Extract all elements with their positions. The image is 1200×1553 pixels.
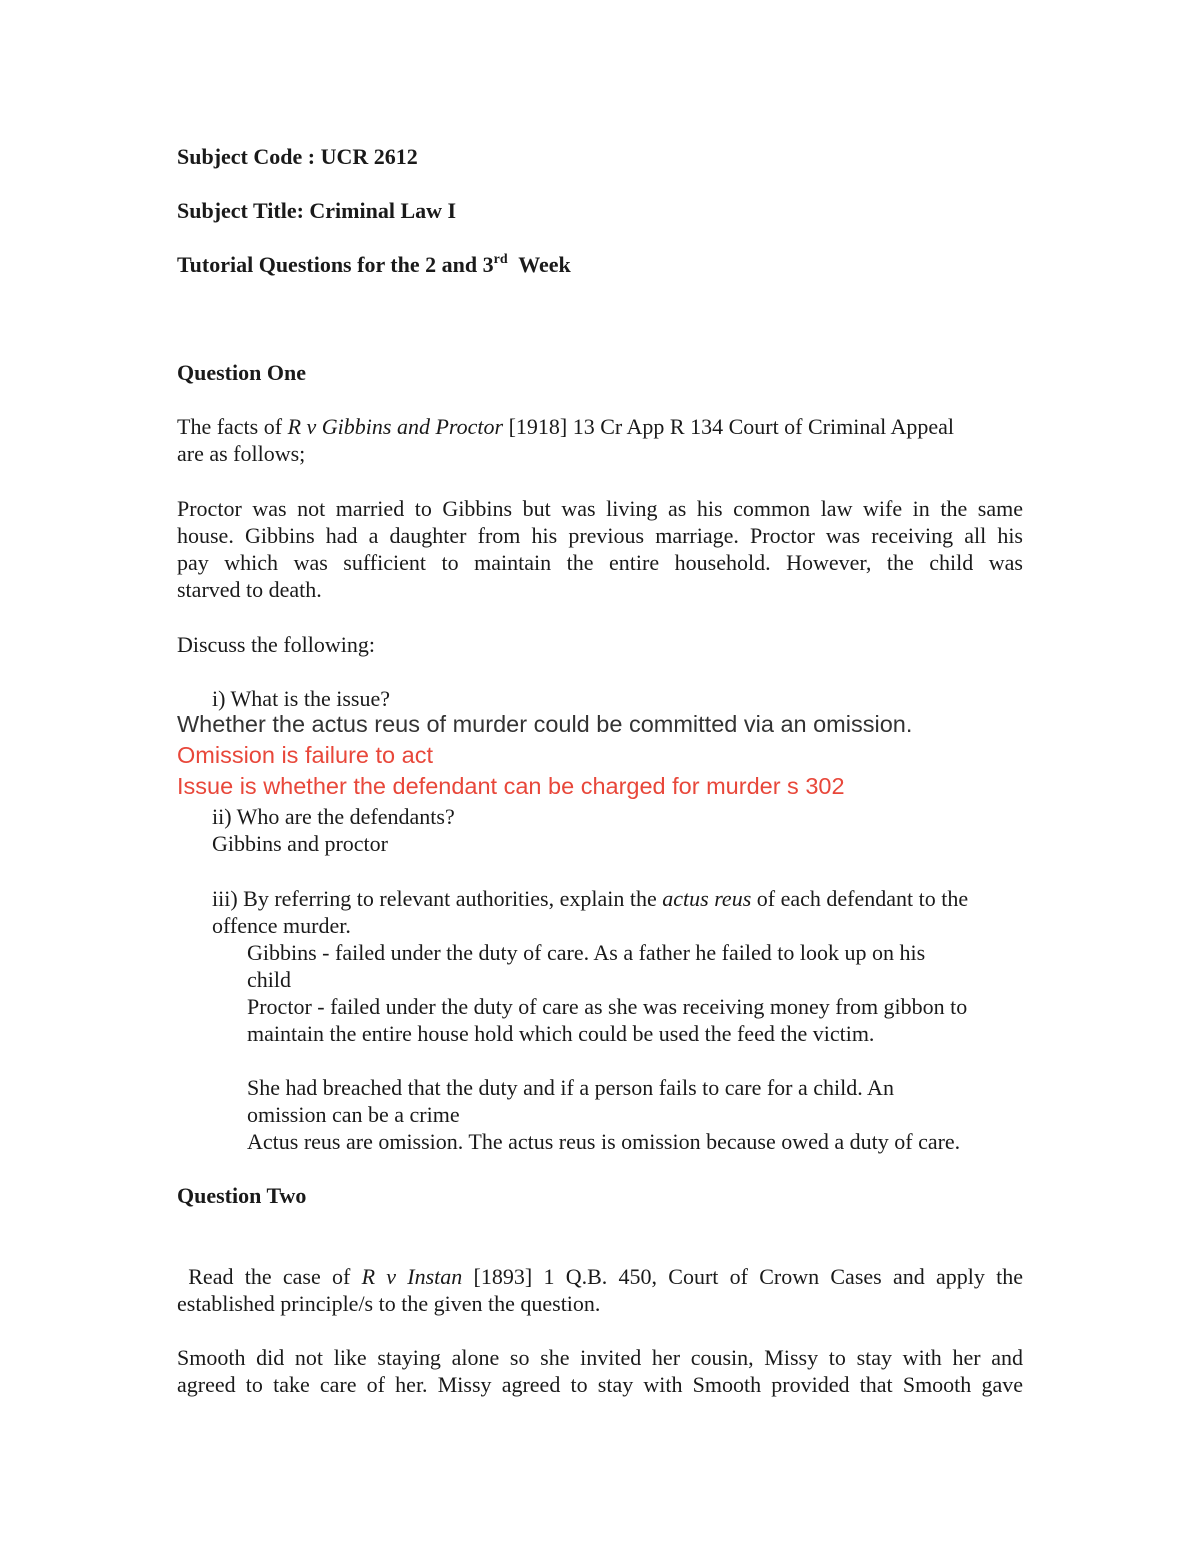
read-case-cont: established principle/s to the given the question. (177, 1291, 601, 1316)
question-one-heading: Question One (177, 360, 306, 385)
question-two-heading: Question Two (177, 1183, 307, 1208)
facts-line-2: house. Gibbins had a daughter from his previous marriage. Proctor was receiving all his (177, 523, 1023, 548)
tutorial-title-sup: rd (493, 252, 508, 267)
discuss-label: Discuss the following: (177, 632, 375, 657)
answer-2: Gibbins and proctor (212, 831, 388, 856)
answer-3-line-3: Proctor - failed under the duty of care as she was receiving money from gibbon to (247, 994, 968, 1019)
sub-question-2: ii) Who are the defendants? (212, 804, 455, 829)
answer-3-line-4: maintain the entire house hold which could be used the feed the victim. (247, 1021, 875, 1046)
sub-question-3 (212, 885, 968, 912)
tutorial-title-suffix: Week (507, 252, 571, 277)
case-name: R v Gibbins and Proctor (287, 414, 504, 439)
answer-1-line-1: Whether the actus reus of murder could be committed via an omission. (177, 711, 913, 737)
subject-code: Subject Code : UCR 2612 (177, 144, 418, 169)
sub-question-3-cont: offence murder. (212, 913, 351, 938)
facts-line-1: Proctor was not married to Gibbins but was living as his common law wife in the same (177, 496, 1023, 521)
tutorial-title (177, 251, 571, 278)
subject-title: Subject Title: Criminal Law I (177, 198, 457, 223)
tutorial-title-text: Tutorial Questions for the 2 and 3 (177, 252, 494, 277)
answer-3-line-6: omission can be a crime (247, 1102, 460, 1127)
read-case-line (177, 1263, 1023, 1290)
answer-1-line-2: Omission is failure to act (177, 742, 433, 768)
answer-3-line-1: Gibbins - failed under the duty of care. As a father he failed to look up on his (247, 940, 926, 965)
answer-3-line-2: child (247, 967, 291, 992)
case-intro-a: The facts of (177, 414, 288, 439)
read-case-a: Read the case of (177, 1264, 362, 1289)
case-citation: [1918] 13 Cr App R 134 Court of Criminal Appeal (503, 414, 955, 439)
answer-3-line-5: She had breached that the duty and if a person fails to care for a child. An (247, 1075, 894, 1100)
smooth-line-2: agreed to take care of her. Missy agreed to stay with Smooth provided that Smooth gave (177, 1372, 1023, 1397)
facts-line-3: pay which was sufficient to maintain the entire household. However, the child was (177, 550, 1023, 575)
case-intro-cont: are as follows; (177, 441, 306, 466)
answer-1-line-3: Issue is whether the defendant can be charged for murder s 302 (177, 773, 845, 799)
read-case-name: R v Instan (361, 1264, 463, 1289)
answer-3-line-7: Actus reus are omission. The actus reus is omission because owed a duty of care. (247, 1129, 961, 1154)
facts-line-4: starved to death. (177, 577, 322, 602)
smooth-line-1: Smooth did not like staying alone so she invited her cousin, Missy to stay with her and (177, 1345, 1023, 1370)
sub-question-3-italic: actus reus (662, 886, 752, 911)
sub-question-3-a: iii) By referring to relevant authorities, explain the (212, 886, 663, 911)
case-intro-line (177, 413, 954, 440)
sub-question-1: i) What is the issue? (212, 686, 390, 711)
sub-question-3-b: of each defendant to the (751, 886, 969, 911)
read-case-b: [1893] 1 Q.B. 450, Court of Crown Cases and apply the (462, 1264, 1024, 1289)
